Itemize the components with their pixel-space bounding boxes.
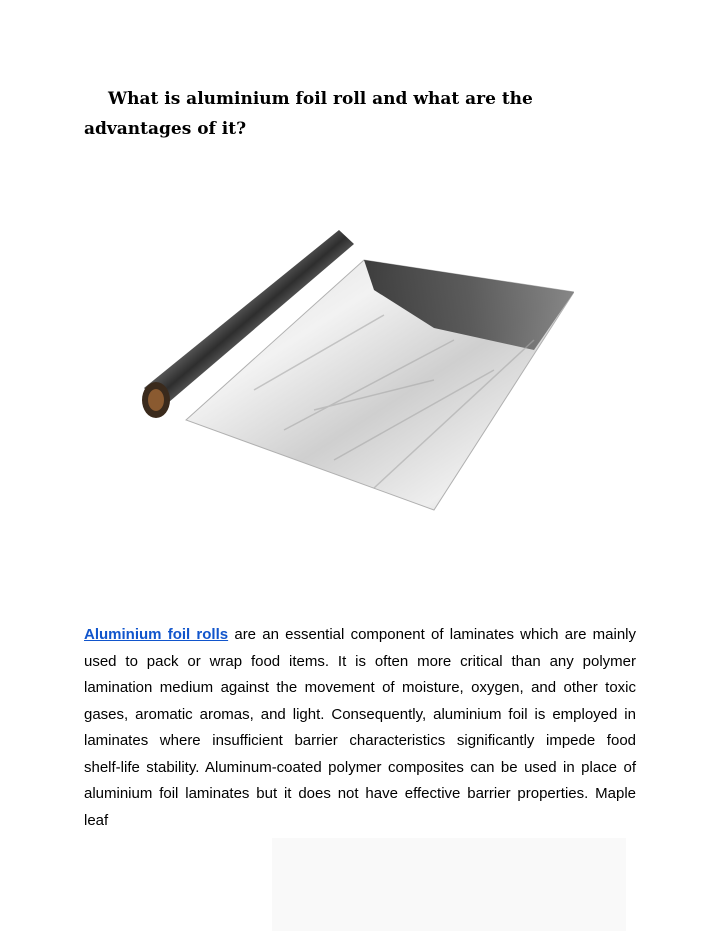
paragraph-text: are an essential component of laminates which are mainly used to pack or wrap food items. It is often more critical than any polymer lamination medium against the movement of moisture, oxygen, and other toxic gases, aromatic aromas, and light. Consequently, aluminium foil is employed in laminates where insufficient barrier characteristics significantly impede food shelf-life stability. Aluminum-coated polymer composites can be used in place of aluminium foil laminates but it does not have effective barrier properties. Maple leaf <box>84 626 636 829</box>
aluminium-foil-rolls-link[interactable]: Aluminium foil rolls <box>84 626 229 643</box>
body-paragraph <box>84 622 636 834</box>
aluminium-foil-roll-image <box>134 220 574 520</box>
page-title: What is aluminium foil roll and what are the advantages of it? <box>84 89 533 139</box>
background-shade <box>272 838 626 931</box>
